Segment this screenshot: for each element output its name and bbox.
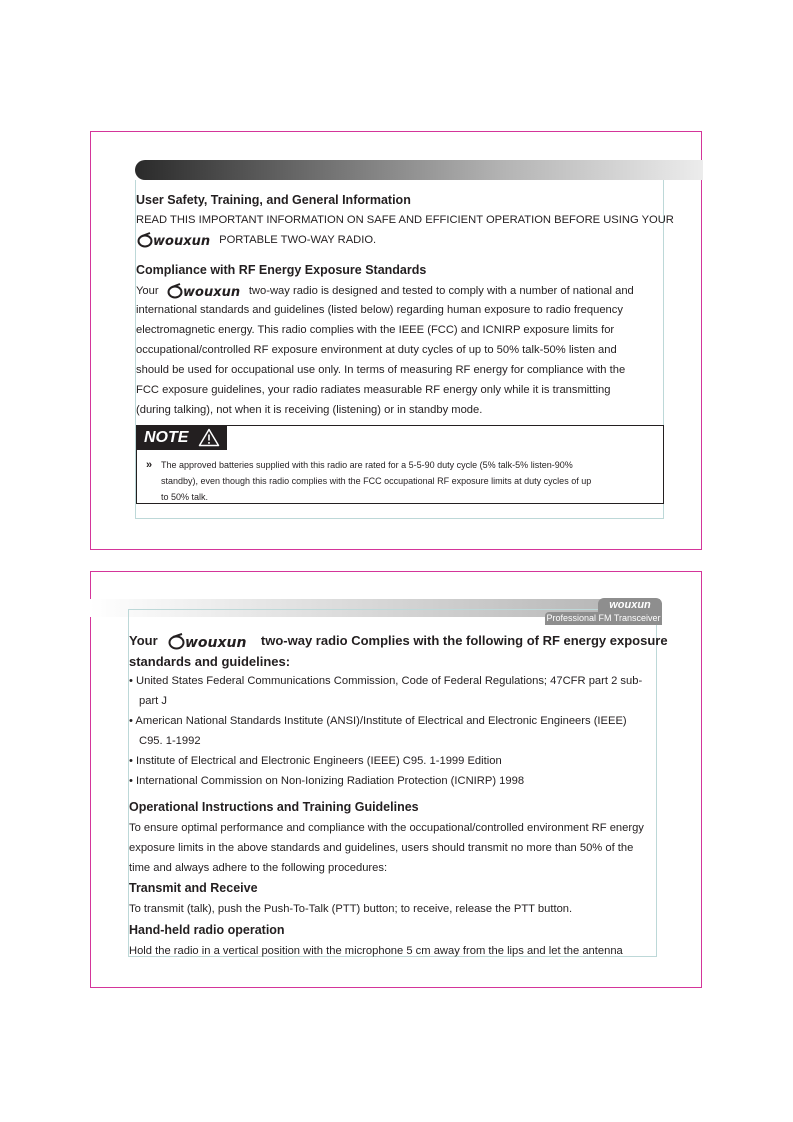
bullet-2-line-1: • American National Standards Institute (ANSI)/Institute of Electrical and Electronic Engineers (IEEE): [129, 715, 627, 727]
compliance-line-6: FCC exposure guidelines, your radio radiates measurable RF energy only while it is transmitting: [136, 384, 611, 396]
note-line-3: to 50% talk.: [161, 492, 209, 502]
standards-heading-rest: two-way radio Complies with the following of RF energy exposure: [260, 633, 668, 648]
warning-triangle-icon: [198, 428, 220, 455]
intro-line-2-row: [136, 232, 376, 248]
wouxun-logo: [167, 633, 249, 650]
handheld-heading: Hand-held radio operation: [129, 923, 285, 937]
note-line-2: standby), even though this radio complies with the FCC occupational RF exposure limits at duty cycles of up: [161, 476, 592, 486]
handheld-line: Hold the radio in a vertical position with the microphone 5 cm away from the lips and let the antenna: [129, 945, 623, 957]
wouxun-logo: [136, 232, 212, 248]
bullet-3-line-1: • Institute of Electrical and Electronic Engineers (IEEE) C95. 1-1999 Edition: [129, 755, 502, 767]
compliance-heading: Compliance with RF Energy Exposure Standards: [136, 263, 427, 277]
transmit-heading: Transmit and Receive: [129, 881, 258, 895]
para-lead: Your: [136, 284, 159, 297]
intro-line-2: PORTABLE TWO-WAY RADIO.: [219, 233, 377, 246]
safety-heading: User Safety, Training, and General Information: [136, 193, 411, 207]
operational-heading: Operational Instructions and Training Guidelines: [129, 800, 419, 814]
brand-tagline: Professional FM Transceiver: [546, 613, 661, 623]
svg-text:wouxun: wouxun: [153, 234, 211, 248]
compliance-line-3: electromagnetic energy. This radio complies with the IEEE (FCC) and ICNIRP exposure limits for: [136, 324, 615, 336]
operational-line-3: time and always adhere to the following procedures:: [129, 862, 388, 874]
standards-heading-row: [129, 632, 668, 650]
bullet-2-line-2: C95. 1-1992: [139, 735, 201, 747]
compliance-line-2: international standards and guidelines (listed below) regarding human exposure to radio frequency: [136, 304, 623, 316]
svg-text:wouxun: wouxun: [185, 635, 247, 651]
note-tag: [136, 425, 227, 450]
intro-line-1: READ THIS IMPORTANT INFORMATION ON SAFE AND EFFICIENT OPERATION BEFORE USING YOUR: [136, 214, 674, 226]
wouxun-logo: [166, 283, 242, 299]
note-line-1: The approved batteries supplied with this radio are rated for a 5-5-90 duty cycle (5% talk-5% listen-90%: [161, 460, 573, 470]
compliance-line-1-row: [136, 283, 634, 299]
compliance-line-1: two-way radio is designed and tested to comply with a number of national and: [248, 284, 634, 297]
bullet-1-line-2: part J: [139, 695, 167, 707]
operational-line-2: exposure limits in the above standards and guidelines, users should transmit no more than 50% of the: [129, 842, 634, 854]
header-gradient-bar-1: [135, 160, 703, 180]
operational-line-1: To ensure optimal performance and compliance with the occupational/controlled environment RF energy: [129, 822, 644, 834]
standards-heading-line-2: standards and guidelines:: [129, 654, 291, 669]
bullet-4-line-1: • International Commission on Non-Ionizing Radiation Protection (ICNIRP) 1998: [129, 775, 525, 787]
svg-text:wouxun: wouxun: [182, 285, 240, 299]
chevron-right-icon: »: [146, 459, 153, 471]
brand-tab: [543, 596, 662, 628]
transmit-line: To transmit (talk), push the Push-To-Talk (PTT) button; to receive, release the PTT button.: [129, 903, 573, 915]
compliance-line-5: should be used for occupational use only. In terms of measuring RF energy for compliance with the: [136, 364, 626, 376]
standards-heading-lead: Your: [129, 633, 158, 648]
brand-name: wouxun: [598, 598, 662, 612]
compliance-line-7: (during talking), not when it is receiving (listening) or in standby mode.: [136, 404, 483, 416]
compliance-line-4: occupational/controlled RF exposure environment at duty cycles of up to 50% talk-50% listen and: [136, 344, 617, 356]
bullet-1-line-1: • United States Federal Communications Commission, Code of Federal Regulations; 47CFR part 2 sub-: [129, 675, 643, 687]
note-label: NOTE: [144, 429, 189, 446]
